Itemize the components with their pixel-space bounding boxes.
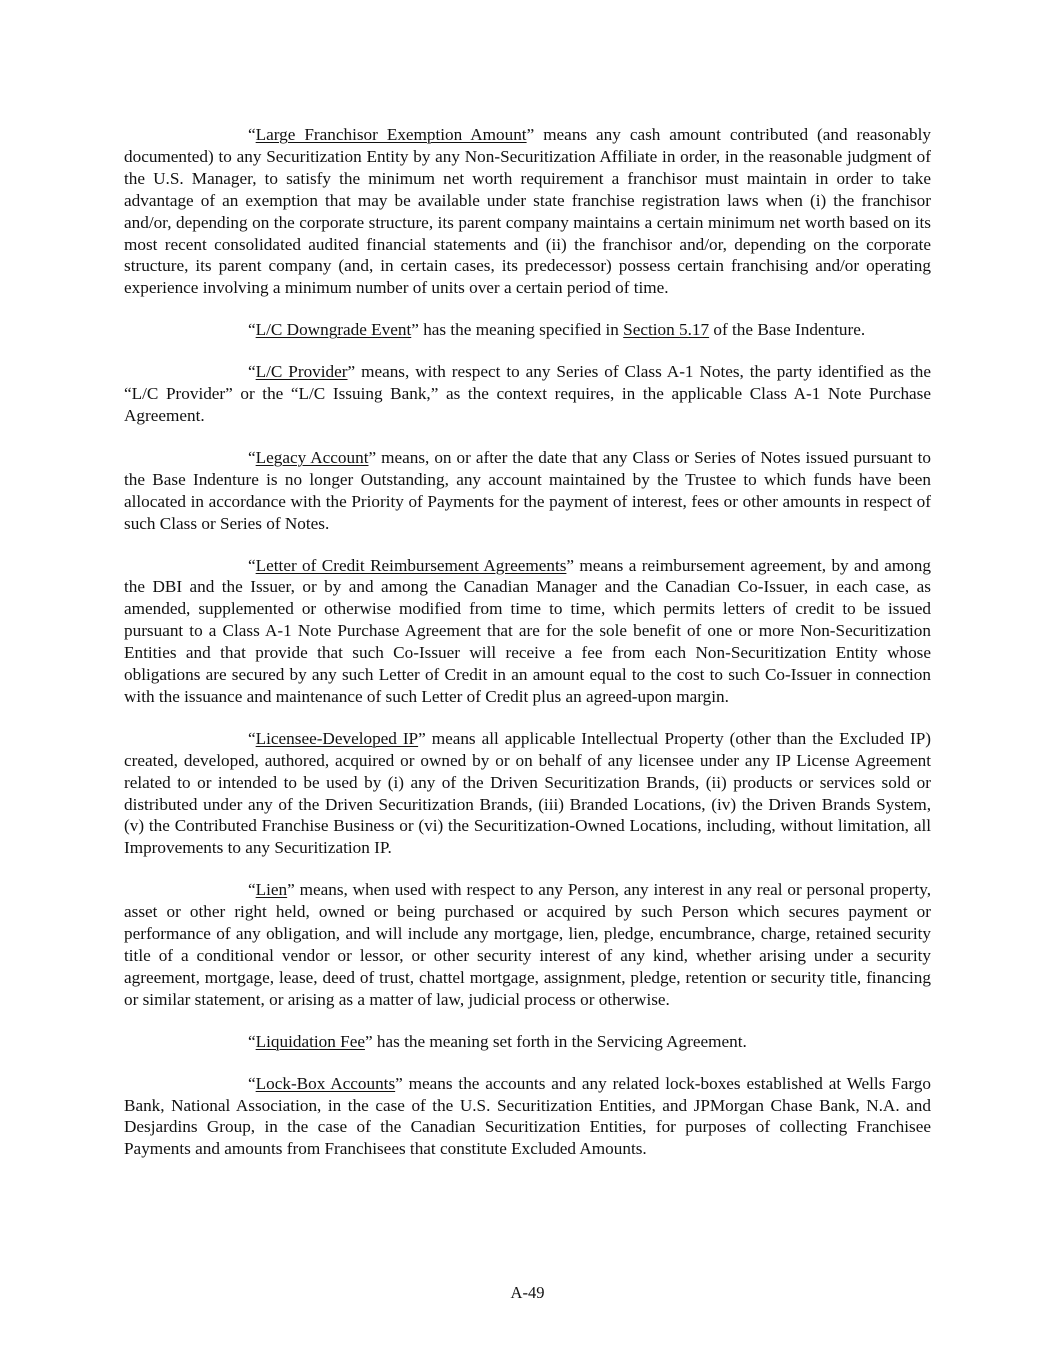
definition-text: means the accounts and any related lock-boxes established at Wells Fargo Bank, National Association, in the case of the U.S. Securitization Entities, and JPMorgan Chase Bank, N.A. and Desjardins Group, in the case of the Canadian Securitization Entities, for purposes of collecting Franchisee Payments and amounts from Franchisees that constitute Excluded Amounts.	[124, 1073, 931, 1159]
definition-text: means, when used with respect to any Person, any interest in any real or personal property, asset or other right held, owned or being purchased or acquired by such Person which secures payment or performance of any obligation, and will include any mortgage, lien, pledge, encumbrance, charge, retained security title of a conditional vendor or lessor, or other security interest of any kind, whether arising under a security agreement, mortgage, lease, deed of trust, chattel mortgage, assignment, pledge, retention or security title, financing or similar statement, or arising as a matter of law, judicial process or otherwise.	[124, 880, 931, 1009]
definition-lc-downgrade-event	[124, 319, 931, 341]
close-quote: ”	[411, 320, 419, 340]
defined-term: L/C Downgrade Event	[255, 320, 412, 340]
definition-lock-box-accounts	[124, 1073, 931, 1161]
open-quote: “	[248, 728, 256, 748]
definition-letter-of-credit-reimbursement-agreements	[124, 555, 931, 708]
defined-term: Legacy Account	[255, 447, 369, 467]
open-quote: “	[248, 555, 256, 575]
open-quote: “	[248, 1073, 256, 1093]
close-quote: ”	[287, 880, 295, 900]
definition-lien	[124, 879, 931, 1010]
definition-text: means any cash amount contributed (and reasonably documented) to any Securitization Entity by any Non-Securitization Affiliate in order, in the reasonable judgment of the U.S. Manager, to satisfy the minimum net worth requirement a franchisor must maintain in order to take advantage of an exemption that may be available under state franchise registration laws when (i) the franchisor and/or, depending on the corporate structure, its parent company maintains a certain minimum net worth based on its most recent consolidated audited financial statements and (ii) the franchisor and/or, depending on the corporate structure, its parent company (and, in certain cases, its predecessor) possess certain franchising and/or operating experience involving a minimum number of units over a certain period of time.	[124, 125, 931, 298]
definition-large-franchisor-exemption-amount	[124, 124, 931, 299]
section-reference: Section 5.17	[623, 320, 710, 340]
definition-text: means all applicable Intellectual Property (other than the Excluded IP) created, developed, authored, acquired or owned by or on behalf of any licensee under any IP License Agreement related to or intended to be used by (i) any of the Driven Securitization Brands, (ii) products or services sold or distributed under any of the Driven Securitization Brands, (iii) Branded Locations, (iv) the Driven Brands System, (v) the Contributed Franchise Business or (vi) the Securitization-Owned Locations, including, without limitation, all Improvements to any Securitization IP.	[124, 728, 931, 858]
definition-text: means a reimbursement agreement, by and among the DBI and the Issuer, or by and among the Canadian Manager and the Canadian Co-Issuer, in each case, as amended, supplemented or otherwise modified from time to time, which permits letters of credit to be issued pursuant to a Class A-1 Note Purchase Agreement that are for the sole benefit of one or more Non-Securitization Entities and that provide that such Co-Issuer will receive a fee from each Non-Securitization Entity whose obligations are secured by any such Letter of Credit in an amount equal to the cost to such Co-Issuer in connection with the issuance and maintenance of such Letter of Credit plus an agreed-upon margin.	[124, 555, 931, 706]
defined-term: Lien	[255, 880, 288, 900]
open-quote: “	[248, 447, 256, 467]
defined-term: Licensee-Developed IP	[255, 728, 419, 748]
definition-licensee-developed-ip	[124, 728, 931, 859]
open-quote: “	[248, 880, 256, 900]
defined-term: Liquidation Fee	[255, 1031, 365, 1051]
document-page	[124, 124, 931, 1180]
close-quote: ”	[364, 1031, 373, 1051]
definition-text: has the meaning specified in	[418, 320, 624, 340]
definition-text: has the meaning set forth in the Servicing Agreement.	[372, 1031, 747, 1051]
definition-legacy-account	[124, 447, 931, 535]
close-quote: ”	[347, 362, 356, 382]
open-quote: “	[248, 362, 256, 382]
open-quote: “	[248, 125, 256, 144]
definition-lc-provider	[124, 361, 931, 427]
open-quote: “	[248, 1031, 256, 1051]
definition-text: of the Base Indenture.	[709, 320, 866, 340]
defined-term: Lock-Box Accounts	[255, 1073, 396, 1093]
close-quote: ”	[418, 728, 426, 748]
close-quote: ”	[395, 1073, 403, 1093]
defined-term: Large Franchisor Exemption Amount	[255, 125, 527, 144]
definition-text: means, with respect to any Series of Class A-1 Notes, the party identified as the “L/C Provider” or the “L/C Issuing Bank,” as the context requires, in the applicable Class A-1 Note Purchase Agreement.	[124, 362, 931, 425]
close-quote: ”	[566, 555, 575, 575]
definition-text: means, on or after the date that any Class or Series of Notes issued pursuant to the Base Indenture is no longer Outstanding, any account maintained by the Trustee to which funds have been allocated in accordance with the Priority of Payments for the payment of interest, fees or other amounts in respect of such Class or Series of Notes.	[124, 447, 931, 533]
defined-term: L/C Provider	[255, 362, 348, 382]
definition-liquidation-fee	[124, 1031, 931, 1053]
page-number: A-49	[510, 1283, 545, 1302]
close-quote: ”	[368, 447, 377, 467]
open-quote: “	[248, 320, 256, 340]
defined-term: Letter of Credit Reimbursement Agreements	[255, 555, 567, 575]
close-quote: ”	[526, 125, 535, 144]
